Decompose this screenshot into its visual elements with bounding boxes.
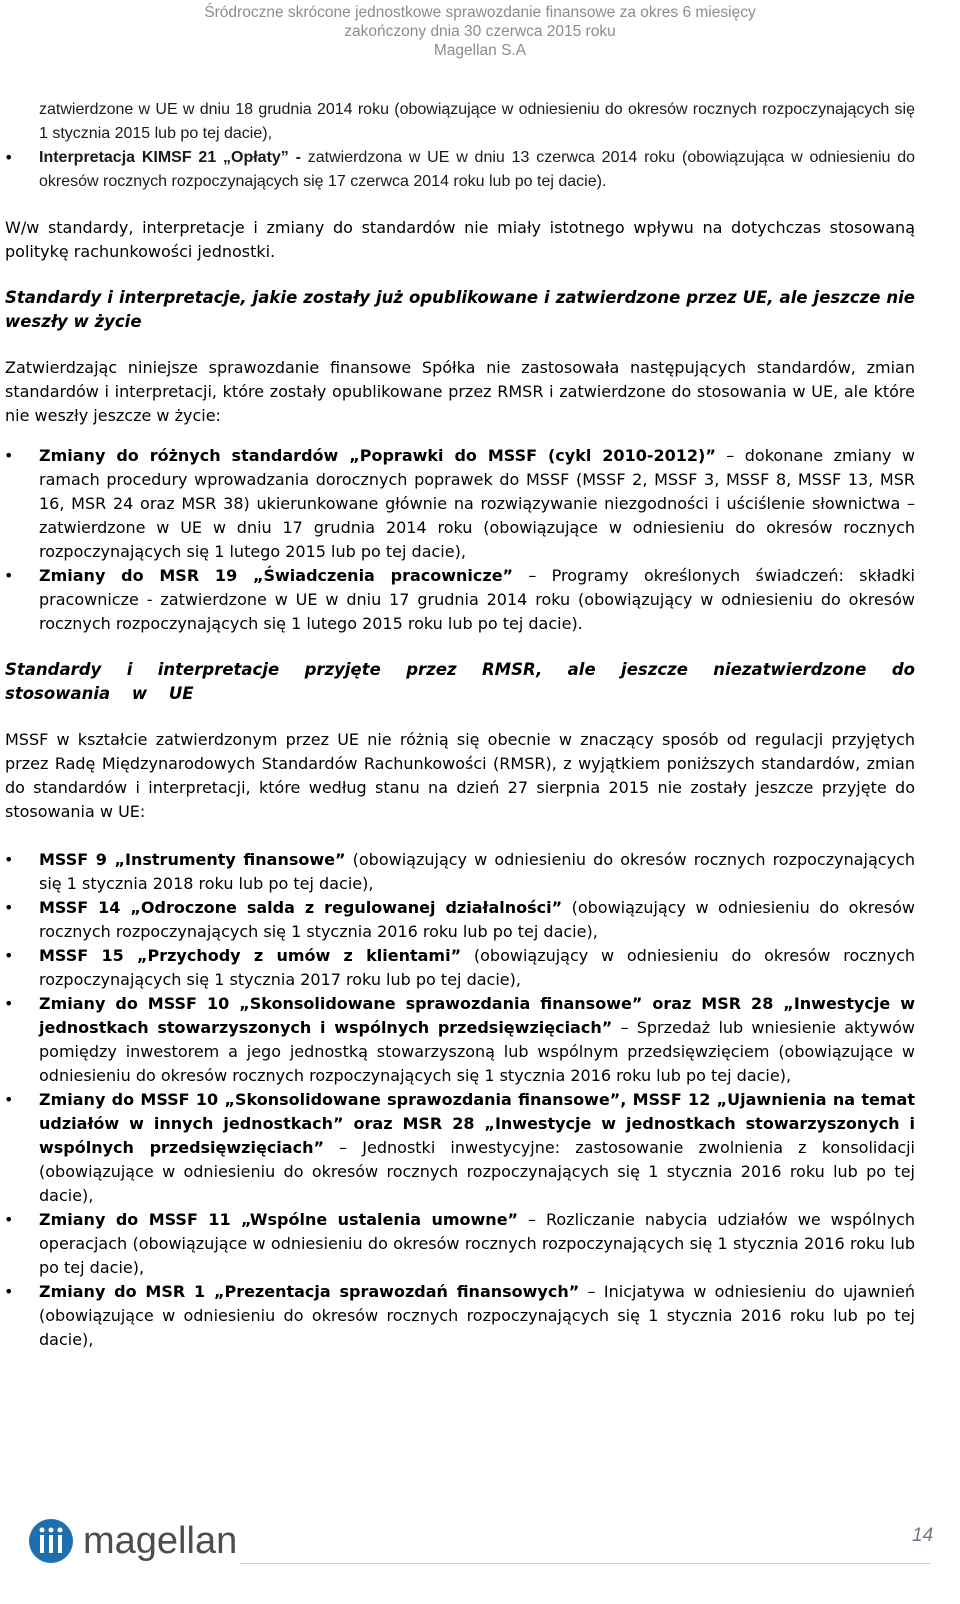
list-item (0, 444, 960, 564)
bullet-icon: • (4, 850, 14, 869)
header-title-line1: Śródroczne skrócone jednostkowe sprawozdanie finansowe za okres 6 miesięcy (204, 4, 756, 21)
list-item-description: – Inicjatywa w odniesieniu do ujawnień (obowiązujące w odniesieniu do okresów rocznych rozpoczynających się 1 stycznia 2016 roku lub po tej dacie), (39, 1282, 915, 1349)
header-title-line2: zakończony dnia 30 czerwca 2015 roku (344, 23, 616, 40)
logo-mark-icon (27, 1518, 75, 1564)
bullet-icon: • (4, 994, 14, 1013)
bullet-icon: • (4, 1090, 14, 1109)
section-heading: Standardy i interpretacje przyjęte przez RMSR, ale jeszcze niezatwierdzone do stosowania w UE (5, 660, 915, 703)
list-item (0, 1208, 960, 1280)
standards-list-not-approved (0, 848, 960, 1352)
list-item (0, 992, 960, 1088)
paragraph: W/w standardy, interpretacje i zmiany do standardów nie miały istotnego wpływu na dotychczas stosowaną politykę rachunkowości jednostki. (5, 218, 915, 261)
page-content (0, 98, 960, 1352)
list-item-title: Zmiany do MSR 1 „Prezentacja sprawozdań finansowych” (39, 1282, 580, 1301)
bullet-icon: • (4, 566, 14, 585)
paragraph: Zatwierdzając niniejsze sprawozdanie finansowe Spółka nie zastosowała następujących standardów, zmian standardów i interpretacji, które zostały opublikowane przez RMSR i zatwierdzone do stosowania w UE, ale które nie weszły jeszcze w życie: (5, 358, 915, 425)
bullet-icon: • (4, 148, 14, 167)
list-item-title: Zmiany do różnych standardów „Poprawki do MSSF (cykl 2010-2012)” (39, 446, 716, 465)
list-item-description: (obowiązujący w odniesieniu do okresów rocznych rozpoczynających się 1 stycznia 2018 roku lub po tej dacie), (39, 850, 915, 893)
list-item-title: Interpretacja KIMSF 21 „Opłaty” - (39, 149, 301, 166)
list-item-title: Zmiany do MSSF 11 „Wspólne ustalenia umowne” (39, 1210, 519, 1229)
list-item-description: zatwierdzona w UE w dniu 13 czerwca 2014 roku (obowiązująca w odniesieniu do okresów rocznych rozpoczynających się 17 czerwca 2014 roku lub po tej dacie). (39, 149, 915, 190)
list-item-description: – dokonane zmiany w ramach procedury wprowadzania dorocznych poprawek do MSSF (MSSF 2, MSSF 3, MSSF 8, MSSF 13, MSR 16, MSR 24 oraz MSR 38) ukierunkowane głównie na rozwiązywanie niezgodności i uściślenie słownictwa – zatwierdzone w UE w dniu 17 grudnia 2014 roku (obowiązujące w odniesieniu do okresów rocznych rozpoczynających się 1 lutego 2015 lub po tej dacie), (39, 446, 915, 561)
list-item-continuation: zatwierdzone w UE w dniu 18 grudnia 2014 roku (obowiązujące w odniesieniu do okresów rocznych rozpoczynających się 1 stycznia 2015 lub po tej dacie), (39, 101, 915, 142)
list-item-description: (obowiązujący w odniesieniu do okresów rocznych rozpoczynających się 1 stycznia 2016 roku lub po tej dacie), (39, 898, 915, 941)
bullet-icon: • (4, 946, 14, 965)
list-item-description: – Programy określonych świadczeń: składki pracownicze - zatwierdzone w UE w dniu 17 grudnia 2014 roku (obowiązujący w odniesieniu do okresów rocznych rozpoczynających się 1 lutego 2015 roku lub po tej dacie). (39, 566, 915, 633)
list-item (0, 1280, 960, 1352)
bullet-icon: • (4, 1210, 14, 1229)
list-item-description: (obowiązujący w odniesieniu do okresów rocznych rozpoczynających się 1 stycznia 2017 roku lub po tej dacie), (39, 946, 915, 989)
page-number: 14 (912, 1525, 934, 1546)
list-item (0, 564, 960, 636)
list-item-description: – Sprzedaż lub wniesienie aktywów pomiędzy inwestorem a jego jednostką stowarzyszoną lub wspólnym przedsięwzięciem (obowiązujące w odniesieniu do okresów rocznych rozpoczynających się 1 stycznia 2016 roku lub po tej dacie), (39, 1018, 915, 1085)
list-item-title: Zmiany do MSSF 10 „Skonsolidowane sprawozdania finansowe” oraz MSR 28 „Inwestycje w jednostkach stowarzyszonych i wspólnych przedsięwzięciach” (39, 994, 915, 1037)
document-header (0, 3, 960, 60)
list-item-description: – Rozliczanie nabycia udziałów we wspólnych operacjach (obowiązujące w odniesieniu do okresów rocznych rozpoczynających się 1 stycznia 2016 roku lub po tej dacie), (39, 1210, 915, 1277)
list-item-title: Zmiany do MSR 19 „Świadczenia pracownicze” (39, 566, 514, 585)
list-item-title: MSSF 14 „Odroczone salda z regulowanej działalności” (39, 898, 563, 917)
bullet-icon: • (4, 1282, 14, 1301)
list-item (0, 848, 960, 896)
list-item (0, 944, 960, 992)
header-company-name: Magellan S.A (433, 42, 527, 59)
list-item-title: Zmiany do MSSF 10 „Skonsolidowane sprawozdania finansowe”, MSSF 12 „Ujawnienia na temat udziałów w innych jednostkach” oraz MSR 28 „Inwestycje w jednostkach stowarzyszonych i wspólnych przedsięwzięciach” (39, 1090, 915, 1157)
list-item (0, 1088, 960, 1208)
list-item (0, 896, 960, 944)
paragraph: MSSF w kształcie zatwierdzonym przez UE nie różnią się obecnie w znaczący sposób od regulacji przyjętych przez Radę Międzynarodowych Standardów Rachunkowości (RMSR), z wyjątkiem poniższych standardów, zmian do standardów i interpretacji, które według stanu na dzień 27 sierpnia 2015 nie zostały jeszcze przyjęte do stosowania w UE: (5, 730, 915, 821)
list-item-title: MSSF 9 „Instrumenty finansowe” (39, 850, 346, 869)
bullet-icon: • (4, 446, 14, 465)
standards-list-approved (0, 444, 960, 636)
logo-text: magellan (83, 1520, 238, 1562)
section-heading: Standardy i interpretacje, jakie zostały już opublikowane i zatwierdzone przez UE, ale jeszcze nie weszły w życie (5, 288, 915, 331)
footer-divider (240, 1563, 930, 1564)
list-item-title: MSSF 15 „Przychody z umów z klientami” (39, 946, 462, 965)
list-item (0, 146, 960, 194)
list-item-description: – Jednostki inwestycyjne: zastosowanie zwolnienia z konsolidacji (obowiązujące w odniesieniu do okresów rocznych rozpoczynających się 1 stycznia 2016 roku lub po tej dacie), (39, 1138, 915, 1205)
bullet-icon: • (4, 898, 14, 917)
